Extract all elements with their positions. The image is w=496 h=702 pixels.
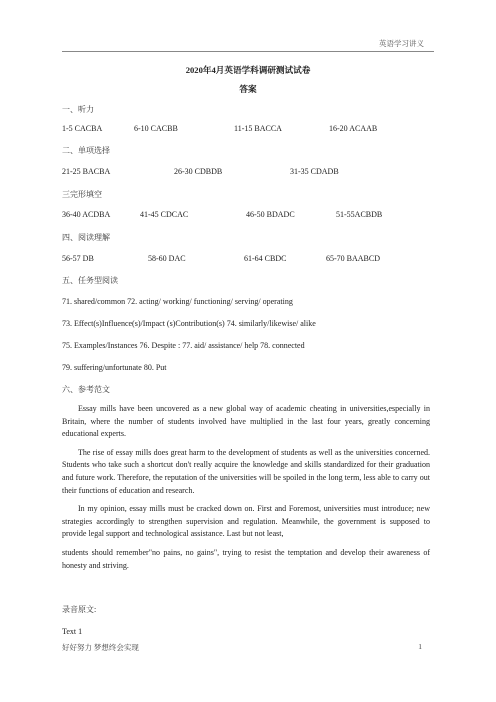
section-heading-reading: 四、阅读理解 [62, 233, 110, 242]
essay-paragraph: In my opinion, essay mills must be cracked down on. First and Foremost, universities must introduce; new strategies accordingly to strengthen supervision and regulation. Meanwhile, the government is supposed to provide legal support and technological assistance. Last but not least, [62, 504, 430, 539]
essay-paragraph: The rise of essay mills does great harm to the development of students as well as the universities concerned. Students who take such a shortcut don't really acquire the knowledge and skills standardized for their graduation and future work. Therefore, the reputation of the universities will be spoiled in the long term, less able to carry out their functions of education and research. [62, 447, 430, 495]
section-heading-task-reading: 五、任务型阅读 [62, 276, 118, 285]
answer-group: 11-15 BACCA [234, 124, 282, 133]
header-divider [62, 51, 434, 52]
task-reading-line: 79. suffering/unfortunate 80. Put [62, 363, 167, 372]
document-title: 2020年4月英语学科调研测试试卷 [185, 65, 311, 75]
section-heading-cloze: 三完形填空 [62, 190, 102, 199]
answer-group: 26-30 CDBDB [174, 167, 223, 176]
answer-group: 51-55ACBDB [336, 210, 383, 219]
sample-essay [62, 403, 430, 572]
section-heading-sample-essay: 六、参考范文 [62, 385, 110, 394]
page-number: 1 [418, 642, 422, 651]
answers-listening [62, 124, 377, 133]
task-reading-line: 75. Examples/Instances 76. Despite : 77. aid/ assistance/ help 78. connected [62, 341, 305, 350]
answer-group: 58-60 DAC [148, 254, 186, 263]
task-reading-line: 71. shared/common 72. acting/ working/ functioning/ serving/ operating [62, 297, 293, 306]
transcript-text-label: Text 1 [62, 627, 83, 636]
footer-motto: 好好努力 梦想终会实现 [62, 643, 139, 652]
answers-single-choice [62, 167, 339, 176]
answer-group: 6-10 CACBB [134, 124, 178, 133]
document-subtitle: 答案 [239, 84, 257, 94]
answer-group: 1-5 CACBA [62, 124, 103, 133]
answers-cloze [62, 210, 382, 219]
answer-group: 65-70 BAABCD [326, 254, 381, 263]
answers-reading [62, 254, 380, 263]
task-reading-line: 73. Effect(s)Influence(s)/Impact (s)Contribution(s) 74. similarly/likewise/ alike [62, 319, 316, 328]
answer-group: 41-45 CDCAC [140, 210, 189, 219]
answer-group: 31-35 CDADB [290, 167, 339, 176]
answer-group: 21-25 BACBA [62, 167, 111, 176]
essay-paragraph: students should remember"no pains, no gains", trying to resist the temptation and develop their awareness of honesty and striving. [62, 547, 430, 570]
section-heading-single-choice: 二、单项选择 [62, 146, 110, 155]
answer-group: 46-50 BDADC [246, 210, 295, 219]
essay-paragraph: Essay mills have been uncovered as a new global way of academic cheating in universities,especially in Britain, where the number of students involved have multiplied in the last four years, greatly concerning educational experts. [62, 404, 430, 439]
answer-group: 36-40 ACDBA [62, 210, 111, 219]
section-heading-listening: 一、听力 [62, 105, 94, 114]
section-heading-transcript: 录音原文: [62, 605, 97, 614]
answer-group: 16-20 ACAAB [329, 124, 378, 133]
answer-group: 56-57 DB [62, 254, 94, 263]
answer-group: 61-64 CBDC [244, 254, 287, 263]
header-title: 英语学习讲义 [379, 39, 424, 48]
